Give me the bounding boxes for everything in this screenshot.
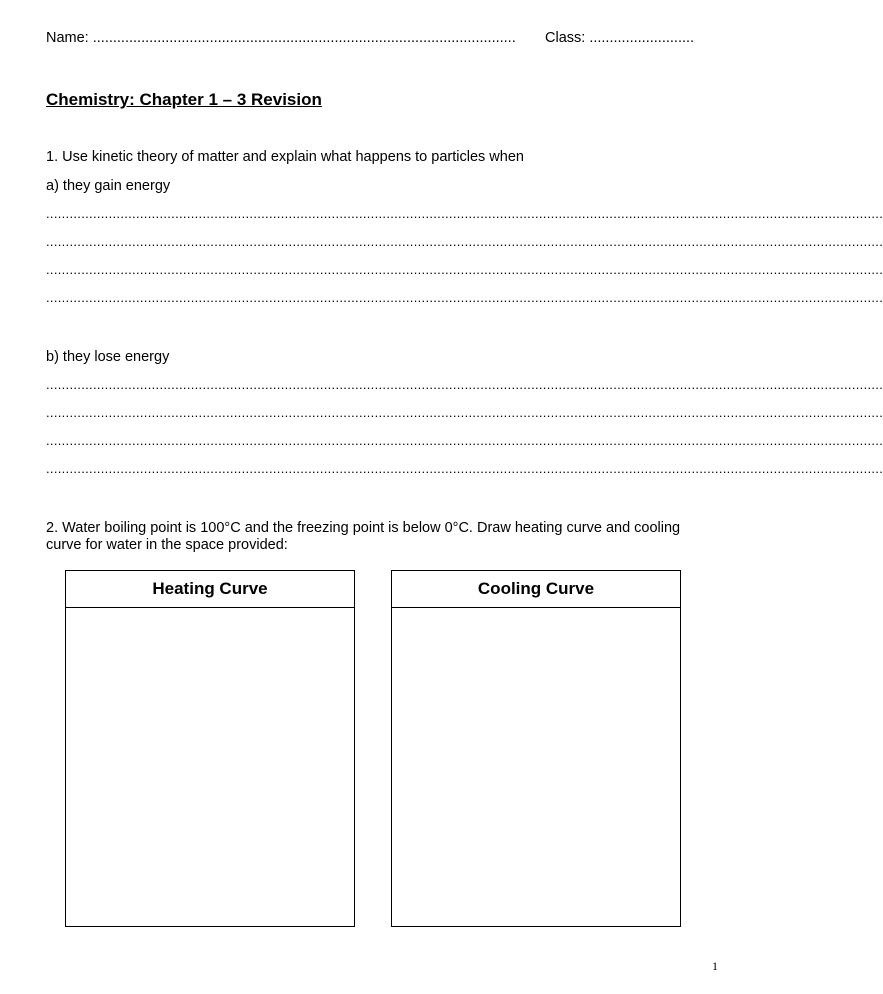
heating-curve-drawing-area[interactable] [66,608,354,928]
question-1b-label: b) they lose energy [46,349,170,365]
answer-line-1a-4[interactable]: ...................................................................................................................................................................................................................... [46,290,883,305]
question-2-prompt-line-1: 2. Water boiling point is 100°C and the freezing point is below 0°C. Draw heating curve and cooling [46,520,681,536]
worksheet-title: Chemistry: Chapter 1 – 3 Revision [46,90,322,109]
question-1a-label: a) they gain energy [46,178,171,194]
question-1-prompt: 1. Use kinetic theory of matter and explain what happens to particles when [46,149,524,165]
heating-curve-title: Heating Curve [66,571,354,608]
answer-line-1a-1[interactable]: ...................................................................................................................................................................................................................... [46,206,883,221]
name-field[interactable]: Name: ......................................................................................................... [46,30,516,46]
answer-line-1b-3[interactable]: ...................................................................................................................................................................................................................... [46,433,883,448]
question-2-prompt-line-2: curve for water in the space provided: [46,537,288,553]
cooling-curve-drawing-area[interactable] [392,608,680,928]
answer-line-1b-4[interactable]: ...................................................................................................................................................................................................................... [46,461,883,476]
answer-line-1b-1[interactable]: ...................................................................................................................................................................................................................... [46,377,883,392]
cooling-curve-box [391,570,681,927]
answer-line-1a-3[interactable]: ...................................................................................................................................................................................................................... [46,262,883,277]
page-number: 1 [712,959,718,973]
cooling-curve-title: Cooling Curve [392,571,680,608]
class-field[interactable]: Class: .......................... [545,30,695,46]
answer-line-1b-2[interactable]: ...................................................................................................................................................................................................................... [46,405,883,420]
answer-line-1a-2[interactable]: ...................................................................................................................................................................................................................... [46,234,883,249]
heating-curve-box [65,570,355,927]
